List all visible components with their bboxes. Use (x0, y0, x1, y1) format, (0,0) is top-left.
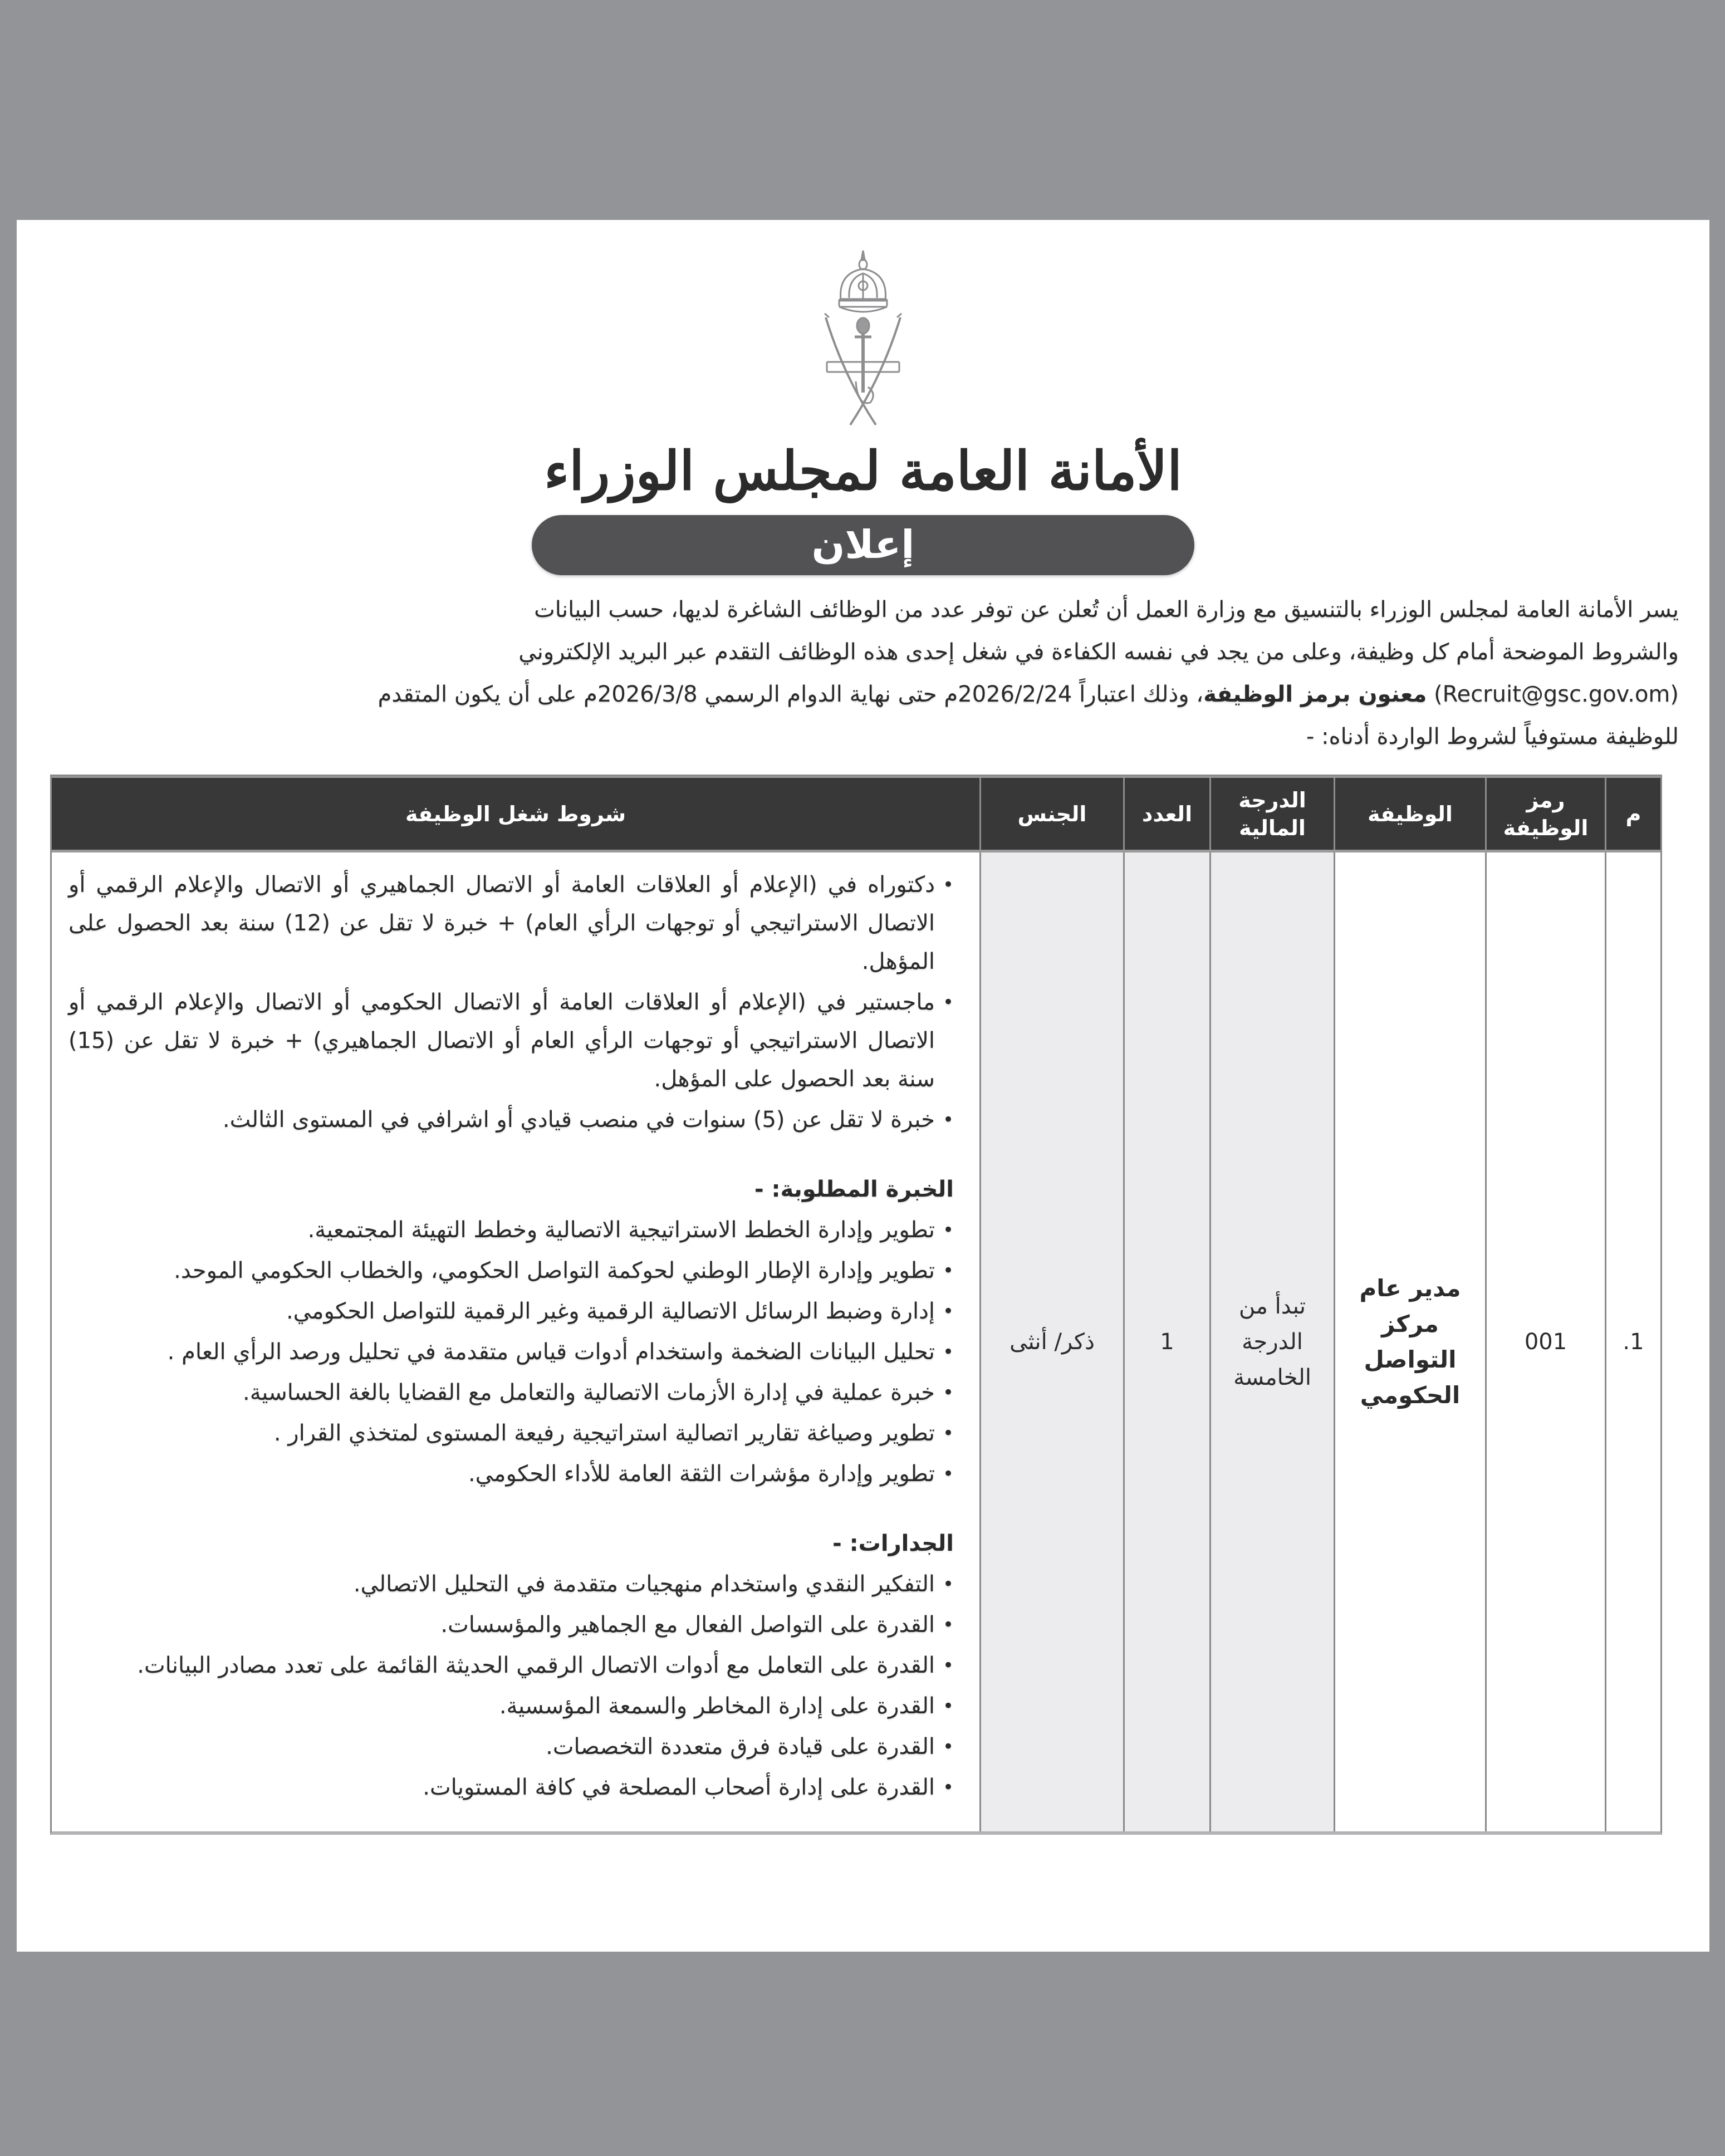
qualifications-list (68, 866, 954, 1139)
oman-national-emblem-icon (805, 248, 922, 432)
cell-num: 1. (1605, 852, 1660, 1831)
cell-job (1334, 852, 1485, 1831)
competency-item: • القدرة على التعامل مع أدوات الاتصال الرقمي الحديثة القائمة على تعدد مصادر البيانات. (68, 1647, 935, 1685)
intro-line (45, 673, 1679, 716)
experience-item: • خبرة عملية في إدارة الأزمات الاتصالية والتعامل مع القضايا بالغة الحساسية. (68, 1374, 935, 1412)
intro-line: للوظيفة مستوفياً لشروط الواردة أدناه: - (1306, 724, 1679, 749)
announcement-banner: إعلان (532, 515, 1194, 575)
qualification-item: • خبرة لا تقل عن (5) سنوات في منصب قيادي أو اشرافي في المستوى الثالث. (68, 1101, 935, 1139)
job-code-note: معنون برمز الوظيفة (1203, 682, 1427, 707)
cell-grade (1209, 852, 1334, 1831)
jobs-table (50, 775, 1662, 1835)
intro-line: والشروط الموضحة أمام كل وظيفة، وعلى من يجد في نفسه الكفاءة في شغل إحدى هذه الوظائف التقدم عبر البريد الإلكتروني (518, 639, 1679, 665)
organization-title: الأمانة العامة لمجلس الوزراء (544, 439, 1182, 502)
grade-text: تبدأ من الدرجة الخامسة (1233, 1293, 1311, 1390)
table-row (52, 852, 1660, 1831)
experience-title: الخبرة المطلوبة: - (754, 1177, 954, 1202)
cell-count: 1 (1123, 852, 1209, 1831)
competency-item: • القدرة على قيادة فرق متعددة التخصصات. (68, 1728, 935, 1766)
header-count: العدد (1123, 778, 1209, 850)
intro-paragraph (45, 589, 1679, 758)
cell-code: 001 (1485, 852, 1605, 1831)
experience-item: • تطوير وإدارة مؤشرات الثقة العامة للأداء الحكومي. (68, 1455, 935, 1493)
competencies-list (68, 1565, 954, 1807)
competency-item: • القدرة على إدارة المخاطر والسمعة المؤسسية. (68, 1687, 935, 1726)
experience-list (68, 1211, 954, 1493)
recruit-email-link[interactable]: (Recruit@gsc.gov.om) (1434, 682, 1679, 707)
cell-conditions (52, 852, 979, 1831)
header-job: الوظيفة (1334, 778, 1485, 850)
experience-item: • تطوير وصياغة تقارير اتصالية استراتيجية رفيعة المستوى لمتخذي القرار . (68, 1414, 935, 1453)
cell-gender (979, 852, 1123, 1831)
header-grade: الدرجة المالية (1209, 778, 1334, 850)
competency-item: • القدرة على إدارة أصحاب المصلحة في كافة المستويات. (68, 1768, 935, 1807)
header-conditions: شروط شغل الوظيفة (405, 801, 626, 826)
experience-item: • تحليل البيانات الضخمة واستخدام أدوات قياس متقدمة في تحليل ورصد الرأي العام . (68, 1333, 935, 1371)
header-num: م (1605, 778, 1660, 850)
qualification-item: • دكتوراه في (الإعلام أو العلاقات العامة أو الاتصال الجماهيري أو الاتصال والإعلام الرقمي أو الاتصال الاستراتيجي أو توجهات الرأي العام) + خبرة لا تقل عن (12) سنة بعد الحصول على المؤهل. (68, 866, 935, 981)
header-gender: الجنس (979, 778, 1123, 850)
intro-line: يسر الأمانة العامة لمجلس الوزراء بالتنسيق مع وزارة العمل أن تُعلن عن توفر عدد من الوظائف الشاغرة لديها، حسب البيانات (534, 597, 1679, 623)
experience-item: • تطوير وإدارة الخطط الاستراتيجية الاتصالية وخطط التهيئة المجتمعية. (68, 1211, 935, 1250)
competency-item: • القدرة على التواصل الفعال مع الجماهير والمؤسسات. (68, 1606, 935, 1644)
qualification-item: • ماجستير في (الإعلام أو العلاقات العامة أو الاتصال الحكومي أو الاتصال والإعلام الرقمي أو الاتصال الاستراتيجي أو توجهات الرأي العام أو الاتصال الجماهيري) + خبرة لا تقل عن (15) سنة بعد الحصول على المؤهل. (68, 983, 935, 1099)
header-code: رمز الوظيفة (1485, 778, 1605, 850)
announcement-page (17, 220, 1709, 1952)
table-header (52, 776, 1660, 852)
competency-item: • التفكير النقدي واستخدام منهجيات متقدمة في التحليل الاتصالي. (68, 1565, 935, 1604)
job-title: مدير عام مركز التواصل الحكومي (1359, 1275, 1461, 1409)
date-range-text: ، وذلك اعتباراً 2026/2/24م حتى نهاية الدوام الرسمي 2026/3/8م على أن يكون المتقدم (378, 682, 1204, 707)
gender-text: ذكر/ أنثى (1009, 1329, 1095, 1355)
experience-item: • إدارة وضبط الرسائل الاتصالية الرقمية وغير الرقمية للتواصل الحكومي. (68, 1292, 935, 1331)
experience-item: • تطوير وإدارة الإطار الوطني لحوكمة التواصل الحكومي، والخطاب الحكومي الموحد. (68, 1252, 935, 1290)
competencies-title: الجدارات: - (832, 1531, 954, 1556)
